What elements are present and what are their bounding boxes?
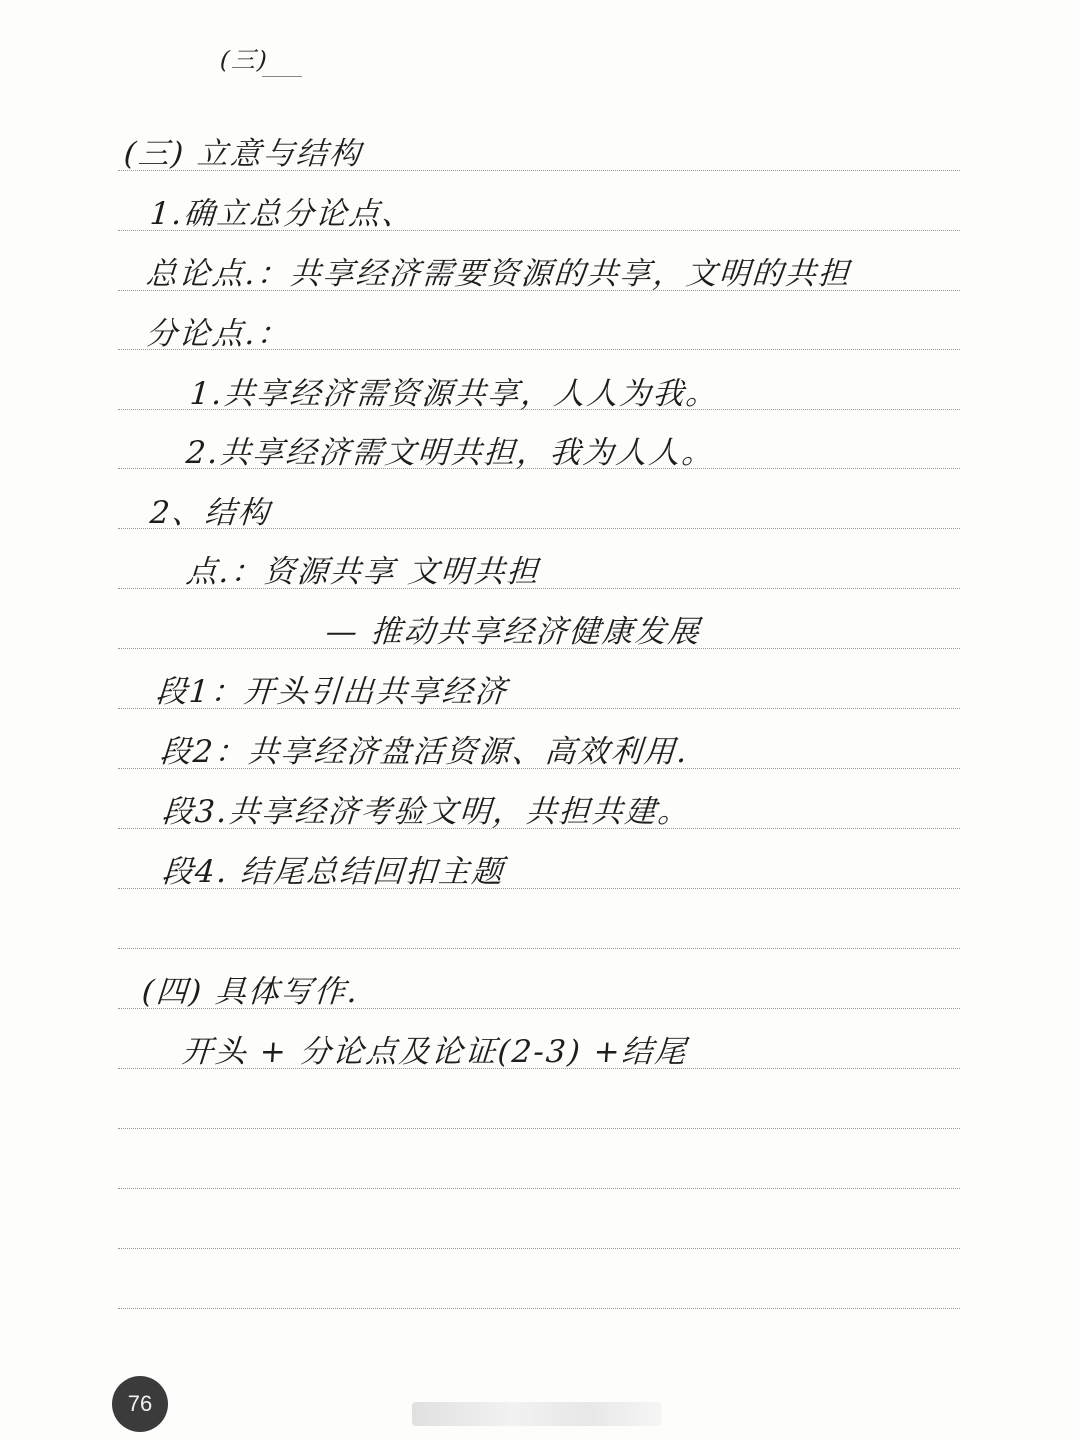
writing-formula: 开头 + 分论点及论证(2-3) +结尾 <box>180 1034 689 1070</box>
ruled-line <box>118 1188 960 1189</box>
section-4-title: (四) 具体写作. <box>140 974 361 1010</box>
item-1-heading: 1.确立总分论点、 <box>148 196 416 232</box>
paragraph-2-plan: 段2：共享经济盘活资源、高效利用. <box>158 734 690 770</box>
structure-point-continued: — 推动共享经济健康发展 <box>324 614 703 650</box>
ruled-line <box>118 1308 960 1309</box>
structure-point: 点.：资源共享 文明共担 <box>184 554 541 590</box>
ruled-line <box>118 1128 960 1129</box>
section-3-title: (三) 立意与结构 <box>122 136 364 172</box>
page-number: 76 <box>112 1376 168 1432</box>
sub-thesis-1: 1.共享经济需资源共享，人人为我。 <box>188 376 720 412</box>
paragraph-3-plan: 段3.共享经济考验文明，共担共建。 <box>160 794 692 830</box>
header-mark: (三) <box>219 46 270 74</box>
paragraph-1-plan: 段1：开头引出共享经济 <box>154 674 509 710</box>
watermark-icon <box>412 1402 662 1426</box>
item-2-heading: 2、结构 <box>148 495 272 531</box>
header-underline <box>262 76 302 77</box>
paragraph-4-plan: 段4. 结尾总结回扣主题 <box>160 854 506 890</box>
sub-thesis-2: 2.共享经济需文明共担，我为人人。 <box>184 435 716 471</box>
main-thesis: 总论点.：共享经济需要资源的共享，文明的共担 <box>144 256 853 292</box>
ruled-line <box>118 1248 960 1249</box>
sub-thesis-label: 分论点.： <box>144 316 292 352</box>
ruled-line <box>118 948 960 949</box>
